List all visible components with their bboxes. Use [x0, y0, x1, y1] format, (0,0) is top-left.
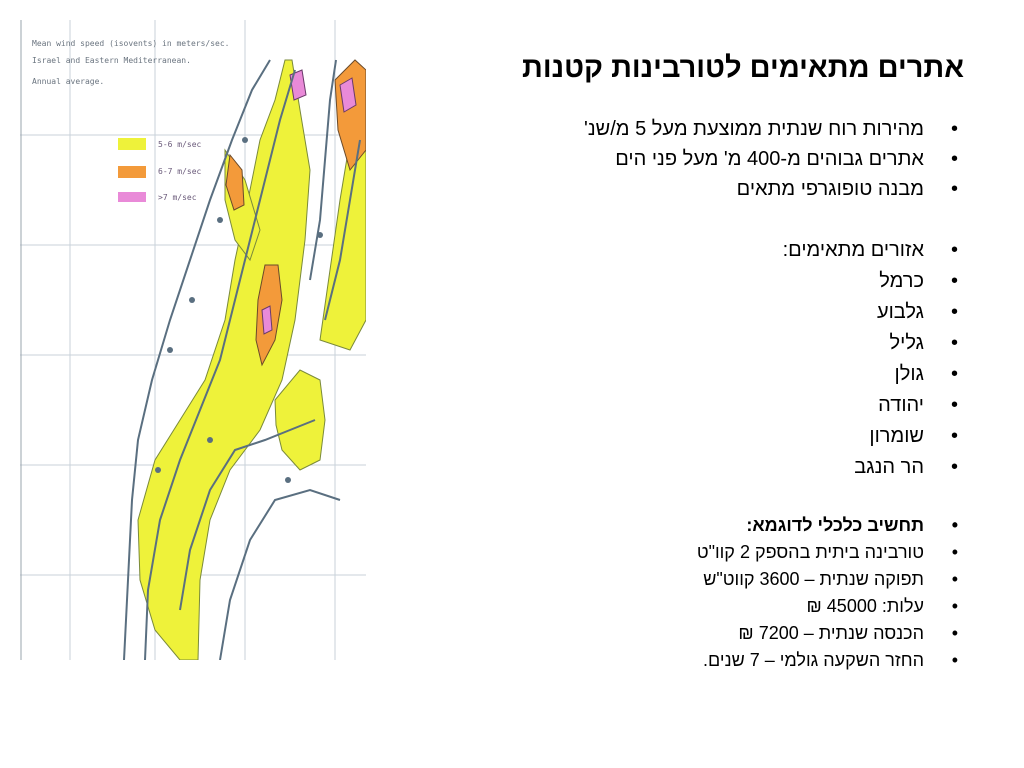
- economics-heading: • תחשיב כלכלי לדוגמא:: [376, 512, 936, 539]
- legend-label-3: >7 m/sec: [158, 193, 197, 202]
- economics-item: • טורבינה ביתית בהספק 2 קוו"ט: [376, 539, 936, 566]
- criteria-item: • מבנה טופוגרפי מתאים: [376, 174, 936, 204]
- legend-swatch-yellow: [118, 138, 146, 150]
- legend-swatch-orange: [118, 166, 146, 178]
- region-item: • יהודה: [376, 390, 936, 421]
- legend-label-1: 5-6 m/sec: [158, 140, 202, 149]
- region-item: • כרמל: [376, 266, 936, 297]
- map-caption-line-3: Annual average.: [32, 77, 105, 86]
- criteria-item: • מהירות רוח שנתית ממוצעת מעל 5 מ/שנ': [376, 114, 936, 144]
- economics-item: • עלות: 45000 ₪: [376, 593, 936, 620]
- wind-speed-map: [20, 20, 366, 660]
- economics-item: • החזר השקעה גולמי – 7 שנים.: [376, 647, 936, 674]
- region-item: • שומרון: [376, 421, 936, 452]
- region-item: • גליל: [376, 328, 936, 359]
- region-item: • גלבוע: [376, 297, 936, 328]
- regions-list: [376, 235, 936, 483]
- regions-heading: • אזורים מתאימים:: [376, 235, 936, 266]
- legend-label-2: 6-7 m/sec: [158, 167, 202, 176]
- economics-item: • הכנסה שנתית – 7200 ₪: [376, 620, 936, 647]
- criteria-list: [376, 114, 936, 204]
- map-caption-line-2: Israel and Eastern Mediterranean.: [32, 56, 191, 65]
- page-title: אתרים מתאימים לטורבינות קטנות: [522, 52, 964, 84]
- criteria-item: • אתרים גבוהים מ-400 מ' מעל פני הים: [376, 144, 936, 174]
- region-item: • גולן: [376, 359, 936, 390]
- map-caption-line-1: Mean wind speed (isovents) in meters/sec.: [32, 39, 230, 48]
- map-legend: [118, 138, 202, 202]
- region-item: • הר הנגב: [376, 452, 936, 483]
- legend-swatch-pink: [118, 192, 146, 202]
- economics-item: • תפוקה שנתית – 3600 קווט"ש: [376, 566, 936, 593]
- economics-list: [376, 512, 936, 674]
